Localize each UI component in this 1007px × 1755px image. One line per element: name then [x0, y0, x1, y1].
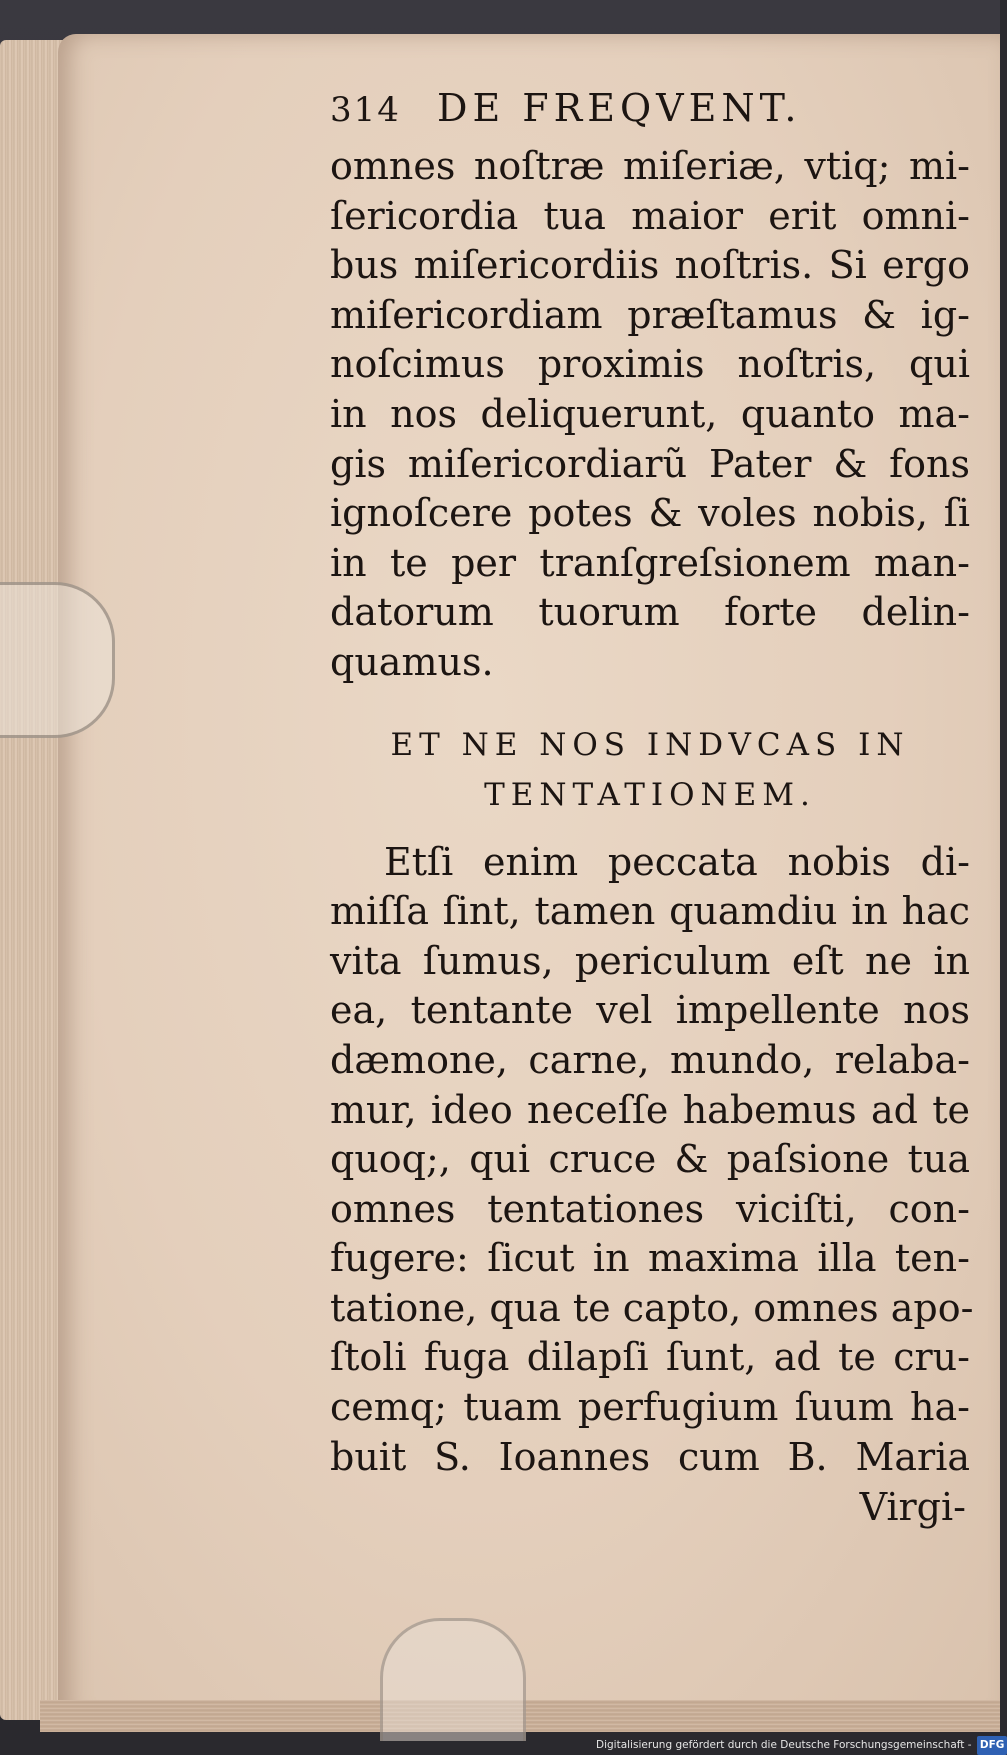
credit-text: Digitalisierung gefördert durch die Deutsche Forschungsgemeinschaft -: [596, 1739, 972, 1751]
section-heading-line: TENTATIONEM.: [484, 776, 816, 813]
text-line: fugere: ſicut in maxima illa ten-: [330, 1236, 970, 1281]
page-number: 314: [330, 90, 401, 130]
text-line: ſericordia tua maior erit omni-: [330, 193, 970, 238]
text-line: noſcimus proximis noſtris, qui: [330, 342, 970, 387]
section-heading: [330, 720, 970, 820]
running-head: [330, 86, 970, 142]
text-line: in te per tranſgreſsionem man-: [330, 540, 970, 585]
text-line: cemq; tuam perfugium ſuum ha-: [330, 1385, 970, 1430]
text-line: omnes tentationes viciſti, con-: [330, 1186, 970, 1231]
text-line: dæmone, carne, mundo, relaba-: [330, 1037, 970, 1082]
paragraph-2: [330, 838, 974, 1483]
page-clip-left: [0, 582, 115, 738]
text-line: mur, ideo neceſſe habemus ad te: [330, 1087, 970, 1132]
text-line: quoq;, qui cruce & paſsione tua: [330, 1137, 970, 1182]
text-line: datorum tuorum forte delin-: [330, 590, 970, 635]
digitization-credit: [596, 1736, 1005, 1755]
text-line: quamus.: [330, 639, 494, 684]
text-line: Etſi enim peccata nobis di-: [384, 839, 970, 884]
running-title: DE FREQVENT.: [437, 86, 802, 130]
text-line: vita ſumus, periculum eſt ne in: [330, 938, 970, 983]
text-line: miſericordiam præſtamus & ig-: [330, 292, 970, 337]
paragraph-1: [330, 142, 970, 688]
catchword: Virgi-: [859, 1485, 966, 1530]
text-line: miſſa ſint, tamen quamdiu in hac: [330, 889, 970, 934]
section-heading-line: ET NE NOS INDVCAS IN: [390, 726, 910, 763]
text-line: tatione, qua te capto, omnes apo-: [330, 1285, 974, 1330]
text-line: gis miſericordiarũ Pater & fons: [330, 441, 970, 486]
page-clip-bottom: [380, 1618, 526, 1741]
text-line: ignoſcere potes & voles nobis, ſi: [330, 491, 970, 536]
text-line: ea, tentante vel impellente nos: [330, 988, 970, 1033]
dfg-logo-icon: DFG: [977, 1736, 1007, 1755]
text-line: in nos deliquerunt, quanto ma-: [330, 391, 970, 436]
text-line: ſtoli fuga dilapſi ſunt, ad te cru-: [330, 1335, 970, 1380]
page-text: [330, 86, 974, 1532]
text-line: omnes noſtræ miſeriæ, vtiq; mi-: [330, 144, 970, 188]
text-line: bus miſericordiis noſtris. Si ergo: [330, 243, 970, 288]
text-line: buit S. Ioannes cum B. Maria: [330, 1434, 970, 1479]
